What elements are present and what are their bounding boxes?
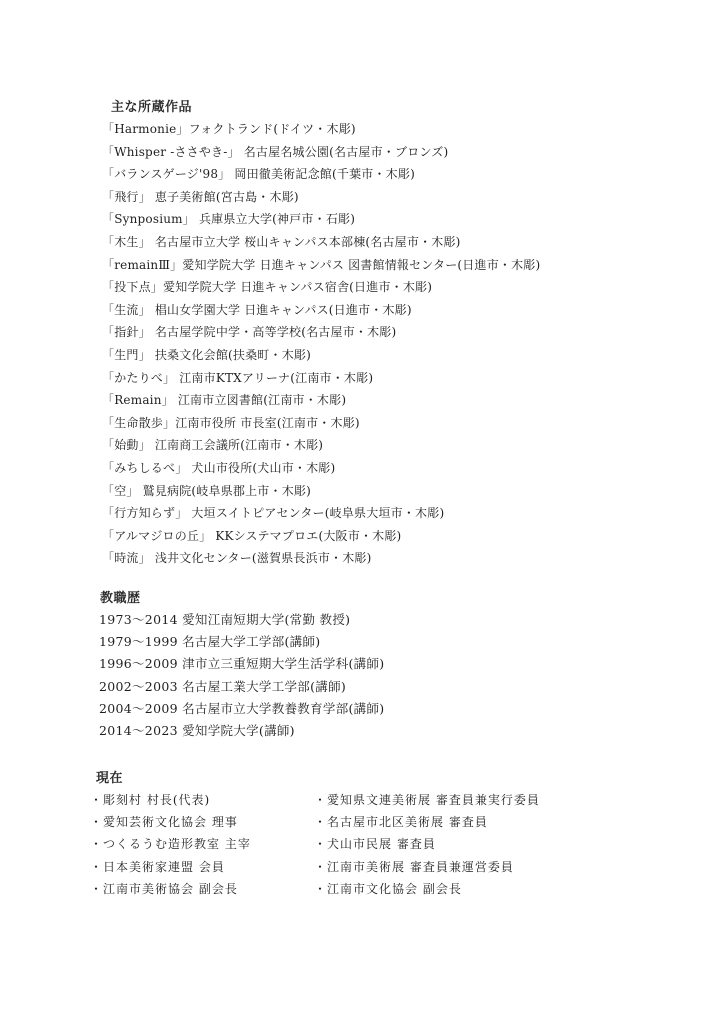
current-roles-right-column <box>314 789 540 900</box>
current-role-item: ・つくるうむ造形教室 主宰 <box>90 837 251 852</box>
works-list-item: 「行方知らず」 大垣スイトピアセンター(岐阜県大垣市・木彫) <box>102 506 445 521</box>
current-role-item: ・犬山市民展 審査員 <box>314 837 436 852</box>
works-list-item: 「アルマジロの丘」 KKシステマプロエ(大阪市・木彫) <box>102 528 402 543</box>
current-role-item: ・彫刻村 村長(代表) <box>90 793 211 807</box>
works-list-item: 「投下点」愛知学院大学 日進キャンパス宿舎(日進市・木彫) <box>102 280 433 295</box>
works-list-item: 「かたりべ」 江南市KTXアリーナ(江南市・木彫) <box>102 370 374 385</box>
current-role-item: ・日本美術家連盟 会員 <box>90 859 225 874</box>
career-list-item: 1973〜2014 愛知江南短期大学(常勤 教授) <box>99 612 351 627</box>
current-roles-left-column <box>90 789 251 900</box>
works-list-item: 「Harmonie」フォクトランド(ドイツ・木彫) <box>102 122 356 136</box>
works-list-item: 「時流」 浅井文化センター(滋賀県長浜市・木彫) <box>102 551 372 566</box>
works-list-item: 「木生」 名古屋市立大学 桜山キャンパス本部棟(名古屋市・木彫) <box>102 234 461 249</box>
works-list-item: 「Remain」 江南市立図書館(江南市・木彫) <box>102 393 347 408</box>
works-list-item: 「バランスゲージ'98」 岡田徹美術記念館(千葉市・木彫) <box>102 167 415 182</box>
career-list-item: 2002〜2003 名古屋工業大学工学部(講師) <box>99 678 347 694</box>
career-list-item: 1979〜1999 名古屋大学工学部(講師) <box>99 634 321 650</box>
works-list <box>102 118 540 570</box>
works-list-item: 「みちしるべ」 犬山市役所(犬山市・木彫) <box>102 460 336 475</box>
current-role-item: ・名古屋市北区美術展 審査員 <box>314 815 488 830</box>
career-section-title: 教職歴 <box>100 591 141 606</box>
works-section-title: 主な所蔵作品 <box>111 100 193 115</box>
current-role-item: ・愛知芸術文化協会 理事 <box>90 815 238 830</box>
works-list-item: 「生門」 扶桑文化会館(扶桑町・木彫) <box>102 347 311 362</box>
works-list-item: 「remainⅢ」愛知学院大学 日進キャンパス 図書館情報センター(日進市・木彫) <box>102 257 541 272</box>
works-list-item: 「Whisper -ささやき-」 名古屋名城公園(名古屋市・ブロンズ) <box>102 144 449 159</box>
works-list-item: 「始動」 江南商工会議所(江南市・木彫) <box>102 438 324 453</box>
career-list <box>99 609 384 742</box>
works-list-item: 「指針」 名古屋学院中学・高等学校(名古屋市・木彫) <box>102 325 397 340</box>
current-role-item: ・江南市美術協会 副会長 <box>90 881 238 896</box>
current-role-item: ・愛知県文連美術展 審査員兼実行委員 <box>314 793 540 807</box>
current-role-item: ・江南市文化協会 副会長 <box>314 881 462 896</box>
works-list-item: 「生流」 椙山女学園大学 日進キャンパス(日進市・木彫) <box>102 302 412 317</box>
works-list-item: 「Synposium」 兵庫県立大学(神戸市・石彫) <box>102 212 356 227</box>
career-list-item: 2014〜2023 愛知学院大学(講師) <box>99 722 295 738</box>
works-list-item: 「生命散歩」江南市役所 市長室(江南市・木彫) <box>102 415 360 430</box>
career-list-item: 1996〜2009 津市立三重短期大学生活学科(講師) <box>99 656 385 672</box>
current-section-title: 現在 <box>96 771 124 786</box>
current-role-item: ・江南市美術展 審査員兼運営委員 <box>314 859 514 874</box>
career-list-item: 2004〜2009 名古屋市立大学教養教育学部(講師) <box>99 700 385 716</box>
works-list-item: 「飛行」 恵子美術館(宮古島・木彫) <box>102 189 299 204</box>
works-list-item: 「空」 鷲見病院(岐阜県郡上市・木彫) <box>102 483 311 498</box>
